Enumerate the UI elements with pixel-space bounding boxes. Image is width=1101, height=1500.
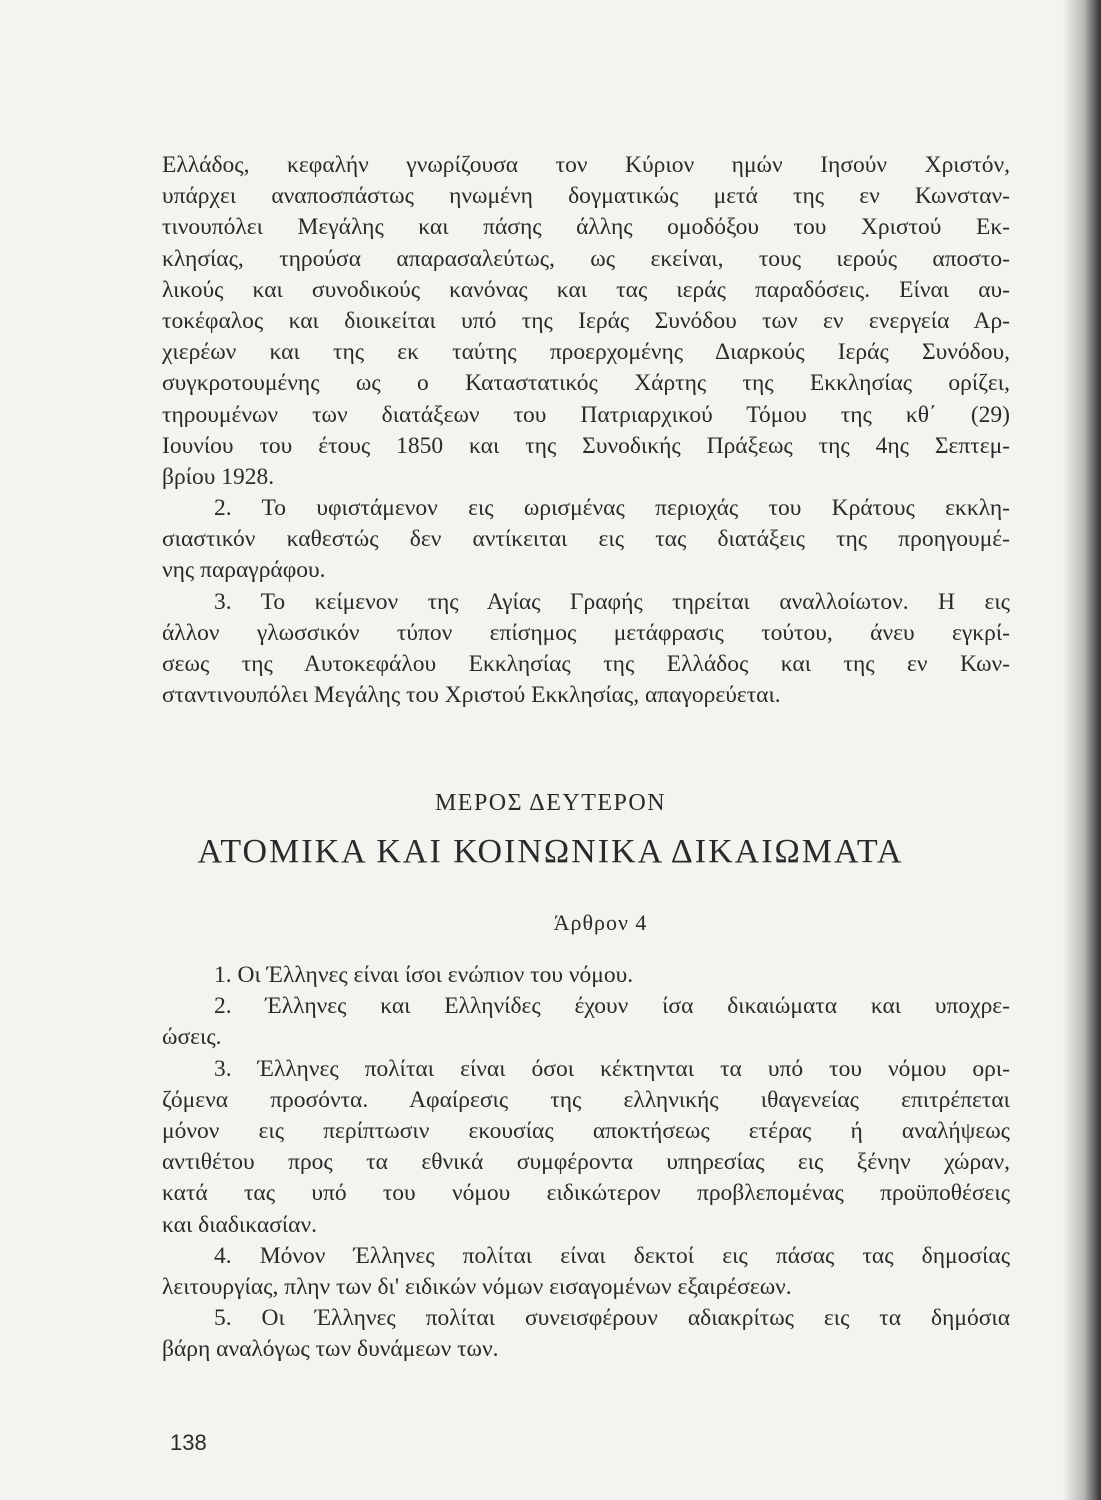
text-line: 2. Το υφιστάμενον εις ωρισμένας περιοχάς του Κράτους εκκλη- <box>214 495 1010 522</box>
text-line: Ελλάδος, κεφαλήν γνωρίζουσα τον Κύριον ημών Ιησούν Χριστόν, <box>162 152 1010 178</box>
article-3-continuation <box>162 150 1010 711</box>
page-number: 138 <box>170 1430 207 1455</box>
text-line: 5. Οι Έλληνες πολίται συνεισφέρουν αδιακρίτως εις τα δημόσια <box>214 1305 1010 1332</box>
text-line: Ιουνίου του έτους 1850 και της Συνοδικής Πράξεως της 4ης Σεπτεμ- <box>162 432 1010 459</box>
part-label: ΜΕΡΟΣ ΔΕΥΤΕΡΟΝ <box>434 790 667 816</box>
text-line: κατά τας υπό του νόμου ειδικώτερον προβλεπομένας προϋποθέσεις <box>162 1180 1010 1207</box>
text-line: σταντινουπόλει Μεγάλης του Χριστού Εκκλησίας, απαγορεύεται. <box>162 682 781 709</box>
article-4-paragraph-4 <box>162 1241 1010 1303</box>
text-line: λικούς και συνοδικούς κανόνας και τας ιεράς παραδόσεις. Είναι αυ- <box>162 276 1010 303</box>
text-line: βρίου 1928. <box>162 463 275 490</box>
text-line: 4. Μόνον Έλληνες πολίται είναι δεκτοί εις πάσας τας δημοσίας <box>214 1242 1010 1269</box>
text-line: τηρουμένων των διατάξεων του Πατριαρχικού Τόμου της κθ΄ (29) <box>162 401 1010 428</box>
article-4-paragraph-2 <box>162 991 1010 1053</box>
text-line: υπάρχει αναποσπάστως ηνωμένη δογματικώς μετά της εν Κωνσταν- <box>162 183 1010 210</box>
text-line: λειτουργίας, πλην των δι' ειδικών νόμων εισαγομένων εξαιρέσεων. <box>162 1273 792 1300</box>
text-line: σιαστικόν καθεστώς δεν αντίκειται εις τας διατάξεις της προηγουμέ- <box>162 526 1010 553</box>
text-line: ζόμενα προσόντα. Αφαίρεσις της ελληνικής ιθαγενείας επιτρέπεται <box>162 1086 1010 1113</box>
text-line: κλησίας, τηρούσα απαρασαλεύτως, ως εκείναι, τους ιερούς αποστο- <box>162 245 1010 272</box>
paragraph-3 <box>162 587 1010 712</box>
article-4-body <box>162 960 1010 1365</box>
text-line: βάρη αναλόγως των δυνάμεων των. <box>162 1336 499 1363</box>
continuation-paragraph <box>162 150 1010 493</box>
part-title: ΑΤΟΜΙΚΑ ΚΑΙ ΚΟΙΝΩΝΙΚΑ ΔΙΚΑΙΩΜΑΤΑ <box>197 833 904 870</box>
text-line: σεως της Αυτοκεφάλου Εκκλησίας της Ελλάδος και της εν Κων- <box>162 651 1010 677</box>
text-line: τοκέφαλος και διοικείται υπό της Ιεράς Συνόδου των εν ενεργεία Αρ- <box>162 307 1010 334</box>
article-4-paragraph-1 <box>162 960 1010 991</box>
page-edge-shadow <box>1063 0 1101 1500</box>
text-line: 2. Έλληνες και Ελληνίδες έχουν ίσα δικαιώματα και υποχρε- <box>214 993 1010 1020</box>
article-4-paragraph-3 <box>162 1054 1010 1241</box>
text-line: άλλον γλωσσικόν τύπον επίσημος μετάφρασις τούτου, άνευ εγκρί- <box>162 619 1010 646</box>
text-line: μόνον εις περίπτωσιν εκουσίας αποκτήσεως ετέρας ή αναλήψεως <box>162 1117 1010 1144</box>
text-line: 3. Έλληνες πολίται είναι όσοι κέκτηνται τα υπό του νόμου ορι- <box>214 1055 1010 1082</box>
text-line: συγκροτουμένης ως ο Καταστατικός Χάρτης της Εκκλησίας ορίζει, <box>162 370 1010 397</box>
text-line: ώσεις. <box>162 1024 222 1051</box>
text-line: νης παραγράφου. <box>162 557 326 584</box>
article-title: Άρθρον 4 <box>553 910 648 935</box>
article-4-paragraph-5 <box>162 1303 1010 1365</box>
text-line: αντιθέτου προς τα εθνικά συμφέροντα υπηρεσίας εις ξένην χώραν, <box>162 1149 1010 1176</box>
text-line: χιερέων και της εκ ταύτης προερχομένης Διαρκούς Ιεράς Συνόδου, <box>162 339 1010 366</box>
text-line: και διαδικασίαν. <box>162 1211 317 1238</box>
text-line: τινουπόλει Μεγάλης και πάσης άλλης ομοδόξου του Χριστού Εκ- <box>162 214 1010 241</box>
paragraph-2 <box>162 493 1010 587</box>
text-line: 1. Οι Έλληνες είναι ίσοι ενώπιον του νόμου. <box>214 962 634 988</box>
text-line: 3. Το κείμενον της Αγίας Γραφής τηρείται αναλλοίωτον. Η εις <box>214 588 1010 615</box>
